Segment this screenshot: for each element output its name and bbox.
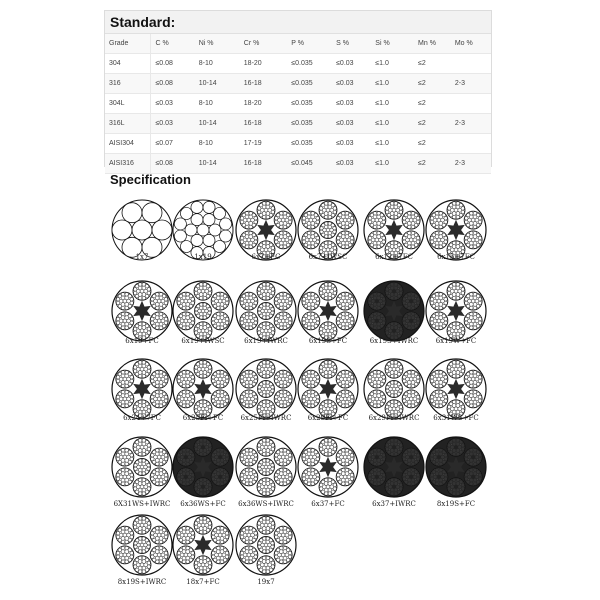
table-cell: ≤0.035 (287, 54, 332, 74)
table-cell: ≤2 (414, 94, 451, 114)
table-cell: ≤1.0 (371, 74, 414, 94)
standard-section (104, 10, 492, 167)
rope-label: 6x29Fi+IWRC (368, 414, 420, 422)
rope-diagram (296, 357, 360, 421)
rope-label: 6x19W+FC (435, 337, 477, 345)
table-cell (451, 94, 491, 114)
table-cell: ≤1.0 (371, 154, 414, 174)
table-row (105, 114, 491, 134)
rope-diagram (171, 279, 235, 343)
rope-label: 6x24+7FC (123, 414, 161, 422)
table-header-cell: S % (332, 34, 371, 54)
rope-label: 6x19+FC (125, 337, 159, 345)
table-header-cell: Ni % (195, 34, 240, 54)
rope-cross-section (234, 357, 298, 421)
rope-diagram (171, 435, 235, 499)
table-cell: ≤1.0 (371, 94, 414, 114)
table-cell: ≤0.045 (287, 154, 332, 174)
table-cell: 16-18 (240, 74, 288, 94)
rope-cross-section (110, 435, 174, 499)
table-row (105, 154, 491, 174)
table-cell: 2-3 (451, 114, 491, 134)
rope-diagram (234, 279, 298, 343)
table-cell: ≤0.035 (287, 114, 332, 134)
rope-diagram (296, 435, 360, 499)
table-cell: ≤2 (414, 154, 451, 174)
table-row (105, 134, 491, 154)
table-cell: 17-19 (240, 134, 288, 154)
table-cell: ≤0.03 (332, 54, 371, 74)
rope-label: 6x36WS+IWRC (238, 500, 294, 508)
rope-label: 6x37+FC (311, 500, 345, 508)
rope-label: 6x19+IWRC (244, 337, 288, 345)
rope-label: 6x37+IWRC (372, 500, 416, 508)
table-cell: 316 (105, 74, 151, 94)
table-cell: ≤0.08 (151, 54, 195, 74)
table-cell: 10-14 (195, 74, 240, 94)
rope-diagram (424, 357, 488, 421)
rope-diagram (234, 357, 298, 421)
rope-cross-section (171, 279, 235, 343)
table-cell: ≤0.07 (151, 134, 195, 154)
table-cell: ≤0.035 (287, 74, 332, 94)
table-cell: ≤1.0 (371, 134, 414, 154)
table-header-cell: Mo % (451, 34, 491, 54)
table-cell: AISI304 (105, 134, 151, 154)
rope-label: 6x7+IWSC (308, 253, 348, 261)
table-cell: 8-10 (195, 94, 240, 114)
table-cell: ≤0.03 (332, 114, 371, 134)
rope-diagram (234, 435, 298, 499)
rope-diagram (424, 435, 488, 499)
table-cell: 18-20 (240, 94, 288, 114)
rope-cross-section (296, 435, 360, 499)
rope-label: 6x19S+FC (308, 337, 348, 345)
rope-label: 19x7 (257, 578, 275, 586)
rope-cross-section (171, 357, 235, 421)
table-header-cell: Grade (105, 34, 151, 54)
rope-diagram (171, 513, 235, 577)
rope-diagram (362, 435, 426, 499)
rope-cross-section (110, 357, 174, 421)
rope-label: 8x19S+IWRC (117, 578, 167, 586)
table-cell: ≤1.0 (371, 114, 414, 134)
table-cell: ≤1.0 (371, 54, 414, 74)
table-cell: ≤0.03 (151, 94, 195, 114)
rope-diagram (362, 279, 426, 343)
table-header-cell: P % (287, 34, 332, 54)
rope-cross-section (362, 357, 426, 421)
table-cell: ≤0.03 (332, 154, 371, 174)
table-header-cell: Si % (371, 34, 414, 54)
rope-cross-section (171, 513, 235, 577)
rope-label: 6x29Fi+FC (307, 414, 349, 422)
table-header-cell: Cr % (240, 34, 288, 54)
rope-label: 1x19 (194, 253, 212, 261)
table-cell: 16-18 (240, 114, 288, 134)
rope-diagram (362, 357, 426, 421)
rope-diagram (296, 279, 360, 343)
table-cell: ≤0.03 (151, 114, 195, 134)
table-cell: 316L (105, 114, 151, 134)
standard-title: Standard: (105, 11, 491, 34)
table-cell: 8-10 (195, 134, 240, 154)
rope-cross-section (362, 435, 426, 499)
rope-label: 6x7+FC (251, 253, 281, 261)
table-cell: AISI316 (105, 154, 151, 174)
rope-label: 6x15+7FC (437, 253, 475, 261)
table-cell: ≤0.08 (151, 74, 195, 94)
rope-diagram (110, 357, 174, 421)
table-cell: 18-20 (240, 54, 288, 74)
rope-cross-section (424, 279, 488, 343)
rope-cross-section (110, 279, 174, 343)
rope-cross-section (171, 435, 235, 499)
table-cell: 304 (105, 54, 151, 74)
rope-diagram (234, 513, 298, 577)
rope-label: 1x7 (135, 253, 149, 261)
table-cell: ≤0.03 (332, 134, 371, 154)
rope-label: 8x19S+FC (436, 500, 476, 508)
table-cell: ≤0.03 (332, 94, 371, 114)
table-cell: 16-18 (240, 154, 288, 174)
table-header-row (105, 34, 491, 54)
rope-diagram (110, 435, 174, 499)
rope-label: 18x7+FC (186, 578, 220, 586)
table-cell: ≤2 (414, 54, 451, 74)
rope-diagram (110, 513, 174, 577)
rope-label: 6x19+IWSC (181, 337, 225, 345)
table-header-cell: C % (151, 34, 195, 54)
table-cell (451, 134, 491, 154)
table-cell: 304L (105, 94, 151, 114)
table-cell: 2-3 (451, 74, 491, 94)
table-cell: 2-3 (451, 154, 491, 174)
rope-diagram (424, 279, 488, 343)
table-cell (451, 54, 491, 74)
table-row (105, 54, 491, 74)
table-cell: ≤2 (414, 114, 451, 134)
table-cell: ≤0.08 (151, 154, 195, 174)
rope-cross-section (234, 279, 298, 343)
table-cell: ≤0.03 (332, 74, 371, 94)
rope-diagram (110, 279, 174, 343)
rope-label: 6x31WS+FC (433, 414, 479, 422)
rope-cross-section (424, 357, 488, 421)
rope-label: 6x25Fi+FC (182, 414, 224, 422)
table-cell: ≤0.035 (287, 134, 332, 154)
composition-table (105, 34, 491, 174)
rope-cross-section (234, 513, 298, 577)
rope-diagram (171, 357, 235, 421)
rope-cross-section (234, 435, 298, 499)
rope-label: 6x12+7FC (375, 253, 413, 261)
table-row (105, 94, 491, 114)
table-cell: ≤2 (414, 134, 451, 154)
table-cell: 8-10 (195, 54, 240, 74)
rope-cross-section (362, 279, 426, 343)
rope-label: 6x25Fi+IWRC (240, 414, 292, 422)
table-cell: 10-14 (195, 154, 240, 174)
table-row (105, 74, 491, 94)
rope-cross-section (110, 513, 174, 577)
rope-cross-section (424, 435, 488, 499)
rope-cross-section (296, 279, 360, 343)
rope-label: 6x19S+IWRC (369, 337, 419, 345)
rope-label: 6x36WS+FC (180, 500, 226, 508)
table-cell: ≤2 (414, 74, 451, 94)
table-header-cell: Mn % (414, 34, 451, 54)
rope-cross-section (296, 357, 360, 421)
specification-title: Specification (110, 172, 191, 187)
rope-label: 6X31WS+IWRC (113, 500, 171, 508)
table-cell: 10-14 (195, 114, 240, 134)
table-cell: ≤0.035 (287, 94, 332, 114)
